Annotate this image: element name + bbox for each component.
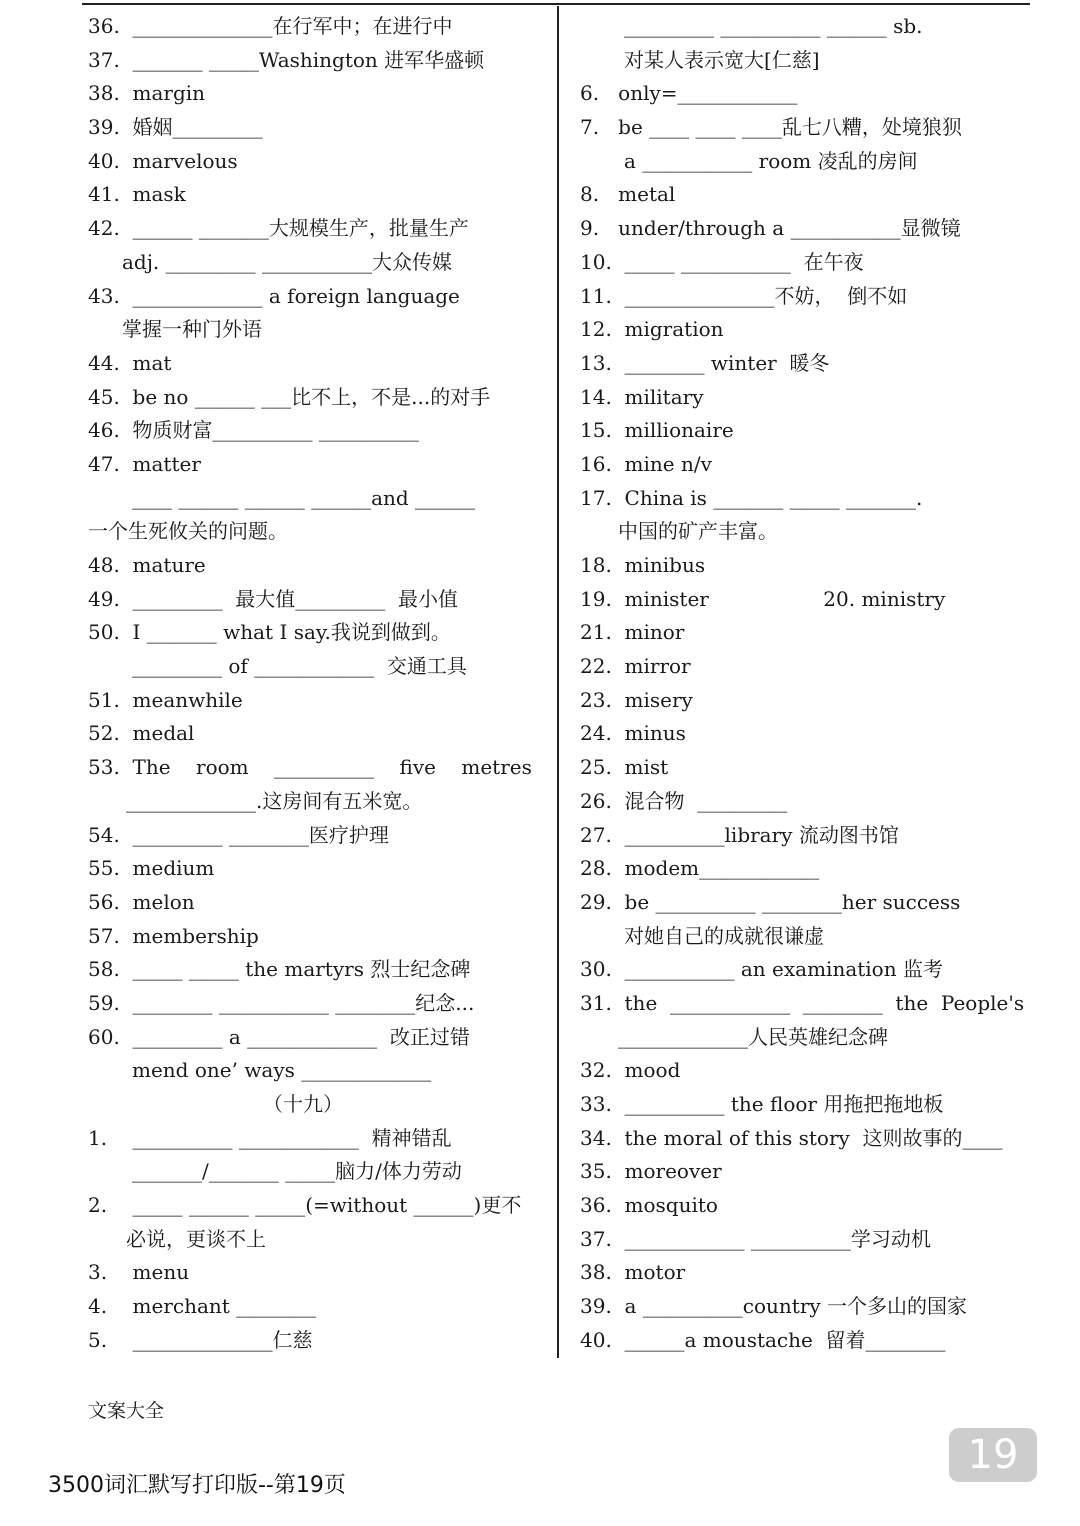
worksheet-line: 40. marvelous: [88, 148, 238, 173]
worksheet-line: 55. medium: [88, 856, 215, 881]
worksheet-line: 19. minister 20. ministry: [580, 586, 946, 611]
worksheet-line: 39. a __________country 一个多山的国家: [580, 1294, 968, 1319]
worksheet-line: 37. _______ _____Washington 进军华盛顿: [88, 47, 485, 72]
worksheet-line: 掌握一种门外语: [122, 317, 262, 342]
worksheet-line: 43. _____________ a foreign language: [88, 283, 460, 308]
worksheet-line: 14. military: [580, 384, 704, 409]
worksheet-line: 57. membership: [88, 923, 259, 948]
right-column: [580, 10, 1050, 1358]
worksheet-line: 23. misery: [580, 687, 693, 712]
worksheet-line: 13. ________ winter 暖冬: [580, 350, 830, 375]
worksheet-line: 11. _______________不妨， 倒不如: [580, 283, 908, 308]
worksheet-line: 9. under/through a ___________显微镜: [580, 216, 961, 241]
worksheet-line: 47. matter: [88, 451, 201, 476]
worksheet-line: 37. ____________ __________学习动机: [580, 1226, 931, 1251]
worksheet-line: mend one’ ways _____________: [132, 1058, 432, 1083]
worksheet-line: 18. minibus: [580, 553, 706, 577]
worksheet-line: 39. 婚姻_________: [88, 115, 263, 140]
worksheet-line: 8. metal: [580, 182, 676, 207]
worksheet-line: （十九）: [263, 1092, 343, 1116]
top-rule: [82, 3, 1030, 5]
worksheet-line: 32. mood: [580, 1058, 681, 1083]
worksheet-line: 25. mist: [580, 755, 669, 780]
worksheet-line: ____ ______ ______ ______and ______: [132, 485, 476, 510]
worksheet-line: 10. _____ ___________ 在午夜: [580, 249, 864, 274]
worksheet-line: 21. minor: [580, 620, 685, 645]
worksheet-line: 53. The room __________ five metres: [88, 755, 532, 780]
worksheet-line: 60. _________ a _____________ 改正过错: [88, 1024, 470, 1049]
worksheet-line: 33. __________ the floor 用拖把拖地板: [580, 1092, 944, 1116]
worksheet-line: 38. margin: [88, 81, 206, 106]
worksheet-line: 58. _____ _____ the martyrs 烈士纪念碑: [88, 957, 471, 982]
worksheet-line: 38. motor: [580, 1260, 686, 1285]
worksheet-line: 7. be ____ ____ ____乱七八糟，处境狼狈: [580, 115, 962, 140]
worksheet-line: 24. minus: [580, 721, 686, 746]
worksheet-line: 30. ___________ an examination 监考: [580, 957, 943, 982]
worksheet-line: 16. mine n/v: [580, 451, 712, 476]
column-divider: [557, 6, 559, 1358]
worksheet-line: 对她自己的成就很谦虚: [624, 923, 824, 948]
worksheet-line: 28. modem____________: [580, 856, 820, 881]
worksheet-line: 44. mat: [88, 350, 172, 375]
worksheet-line: 35. moreover: [580, 1159, 722, 1184]
worksheet-line: 5. ______________仁慈: [88, 1327, 313, 1352]
worksheet-line: 对某人表示宽大[仁慈]: [624, 47, 820, 72]
worksheet-line: 22. mirror: [580, 654, 691, 679]
worksheet-line: 51. meanwhile: [88, 687, 243, 712]
worksheet-line: a ___________ room 凌乱的房间: [624, 148, 918, 173]
worksheet-line: 41. mask: [88, 182, 186, 207]
worksheet-line: 56. melon: [88, 889, 195, 914]
worksheet-line: 15. millionaire: [580, 418, 734, 443]
worksheet-line: _____________人民英雄纪念碑: [618, 1024, 888, 1049]
worksheet-line: 必说，更谈不上: [126, 1226, 266, 1251]
worksheet-line: 3. menu: [88, 1260, 190, 1285]
document-title: 3500词汇默写打印版--第19页: [48, 1473, 346, 1498]
worksheet-line: 46. 物质财富__________ __________: [88, 418, 419, 443]
worksheet-line: 36. ______________在行军中；在进行中: [88, 14, 453, 38]
worksheet-line: 1. __________ ____________ 精神错乱: [88, 1125, 452, 1150]
worksheet-line: 48. mature: [88, 553, 206, 577]
worksheet-line: 29. be __________ ________her success: [580, 889, 961, 914]
worksheet-line: 50. I _______ what I say.我说到做到。: [88, 620, 451, 645]
worksheet-line: 34. the moral of this story 这则故事的____: [580, 1125, 1003, 1150]
worksheet-line: 45. be no ______ ___比不上，不是...的对手: [88, 384, 491, 409]
page-number-badge: 19: [949, 1428, 1037, 1482]
worksheet-line: 36. mosquito: [580, 1193, 718, 1218]
worksheet-line: _____________.这房间有五米宽。: [126, 788, 423, 813]
worksheet-line: 27. __________library 流动图书馆: [580, 822, 899, 847]
footer-source: 文案大全: [88, 1400, 165, 1422]
worksheet-line: 17. China is _______ _____ _______.: [580, 485, 923, 510]
worksheet-line: adj. _________ ___________大众传媒: [122, 249, 452, 274]
worksheet-line: 40. ______a moustache 留着________: [580, 1327, 946, 1352]
worksheet-line: _________ __________ ______ sb.: [624, 14, 923, 38]
worksheet-line: 26. 混合物 _________: [580, 788, 788, 813]
worksheet-line: 一个生死攸关的问题。: [88, 519, 288, 544]
left-column: [88, 10, 548, 1358]
worksheet-line: 4. merchant ________: [88, 1294, 317, 1319]
worksheet-line: 6. only=____________: [580, 81, 798, 106]
worksheet-line: _______/_______ _____脑力/体力劳动: [132, 1159, 462, 1184]
worksheet-line: 2. _____ ______ _____(=without ______)更不: [88, 1193, 522, 1218]
worksheet-line: 49. _________ 最大值_________ 最小值: [88, 586, 458, 611]
worksheet-line: 42. ______ _______大规模生产，批量生产: [88, 216, 469, 241]
worksheet-line: 12. migration: [580, 317, 724, 342]
worksheet-line: 52. medal: [88, 721, 195, 746]
worksheet-line: 31. the ____________ ________ the People's: [580, 990, 1025, 1015]
worksheet-line: 59. ________ ___________ ________纪念...: [88, 990, 475, 1015]
worksheet-line: 中国的矿产丰富。: [618, 519, 778, 544]
worksheet-line: 54. _________ ________医疗护理: [88, 822, 389, 847]
worksheet-line: _________ of ____________ 交通工具: [132, 654, 467, 679]
